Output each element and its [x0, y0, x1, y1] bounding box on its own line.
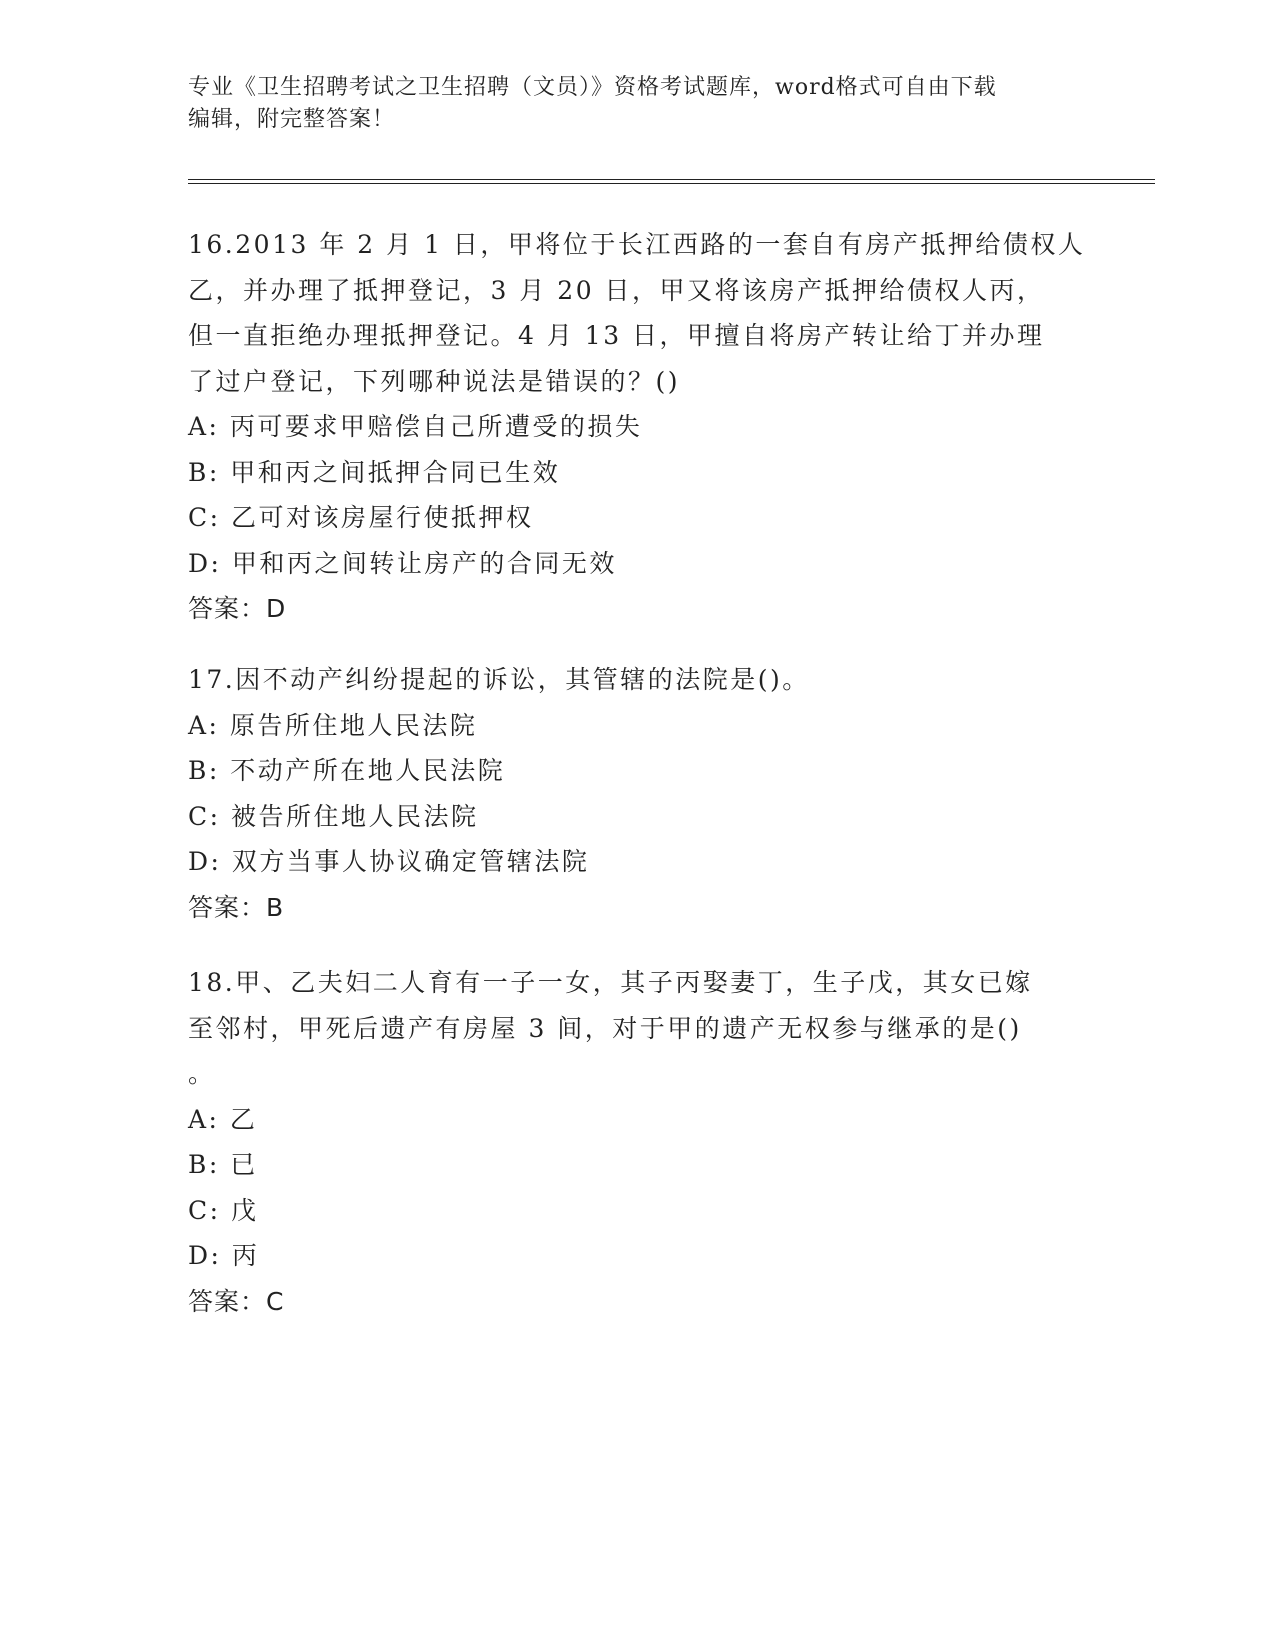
option-b: B: 已 — [188, 1150, 258, 1179]
option-c: C: 被告所住地人民法院 — [188, 801, 479, 831]
question-17 — [188, 657, 1088, 930]
option-b: B: 甲和丙之间抵押合同已生效 — [188, 457, 561, 487]
option-c: C: 戊 — [188, 1195, 259, 1225]
option-a: A: 原告所住地人民法院 — [188, 710, 478, 740]
option-a: A: 乙 — [188, 1104, 258, 1134]
answer-label: 答案：B — [188, 892, 285, 922]
question-stem: 17.因不动产纠纷提起的诉讼，其管辖的法院是()。 — [188, 665, 810, 694]
answer-label: 答案：D — [188, 594, 287, 623]
document-header: 专业《卫生招聘考试之卫生招聘（文员）》资格考试题库，word格式可自由下载 编辑，附完整答案！ — [188, 75, 997, 132]
option-d: D: 丙 — [188, 1241, 260, 1270]
question-stem: 16.2013 年 2 月 1 日，甲将位于长江西路的一套自有房产抵押给债权人 乙，并办理了抵押登记，3 月 20 日，甲又将该房产抵押给债权人丙， 但一直拒绝办理抵押登记。4 月 13 日，甲擅自将房产转让给丁并办理 了过户登记，下列哪种说法是错误的？() — [188, 230, 1086, 396]
question-18 — [188, 960, 1088, 1324]
option-c: C: 乙可对该房屋行使抵押权 — [188, 503, 534, 532]
option-b: B: 不动产所在地人民法院 — [188, 756, 506, 785]
question-16 — [188, 222, 1088, 632]
option-a: A: 丙可要求甲赔偿自己所遭受的损失 — [188, 412, 643, 441]
question-stem: 18.甲、乙夫妇二人育有一子一女，其子丙娶妻丁，生子戊，其女已嫁 至邻村，甲死后遗产有房屋 3 间，对于甲的遗产无权参与继承的是() 。 — [188, 968, 1033, 1088]
header-divider-bottom — [188, 183, 1155, 184]
option-d: D: 双方当事人协议确定管辖法院 — [188, 847, 590, 876]
header-divider-top — [188, 179, 1155, 180]
option-d: D: 甲和丙之间转让房产的合同无效 — [188, 548, 617, 578]
answer-label: 答案：C — [188, 1286, 285, 1316]
